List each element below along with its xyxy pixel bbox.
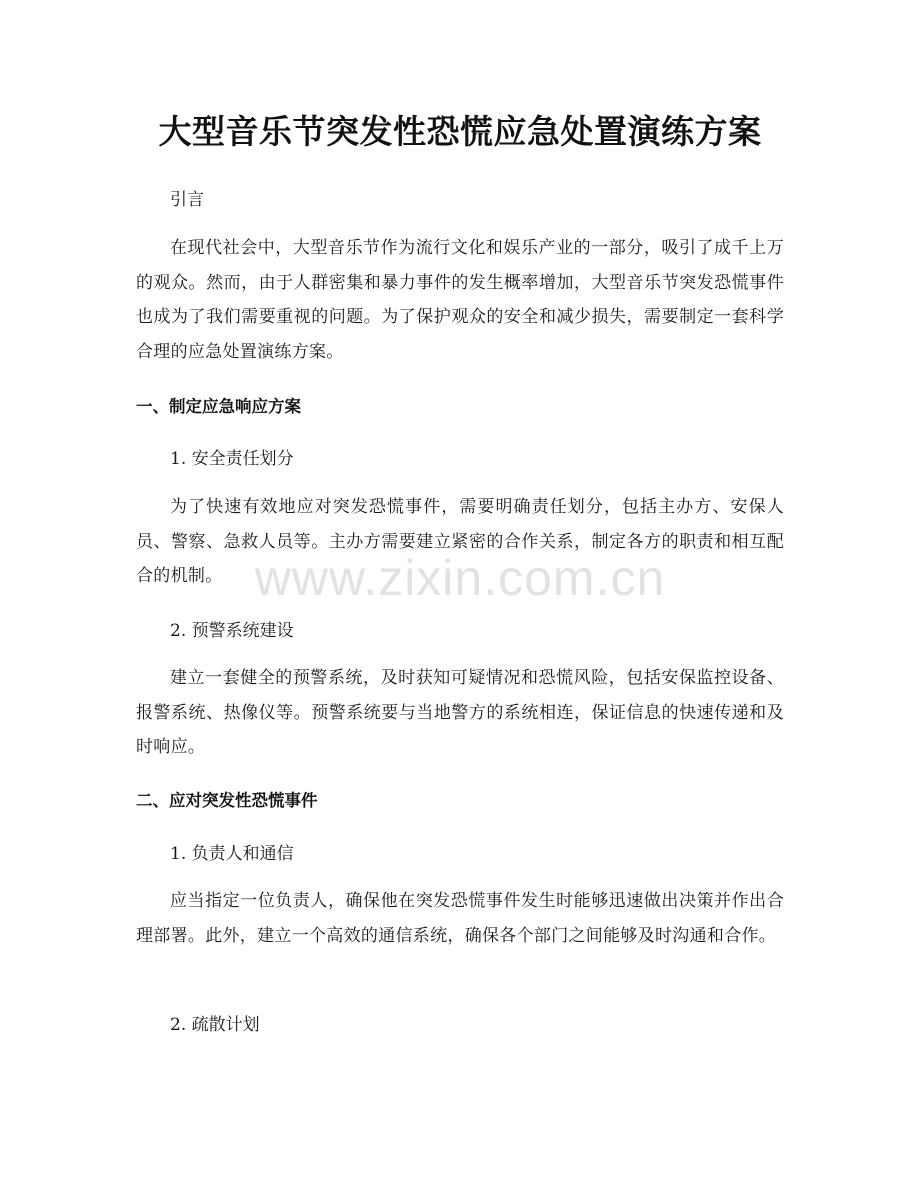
section-2-item-1-title: 1. 负责人和通信 bbox=[170, 844, 294, 864]
intro-label: 引言 bbox=[170, 190, 204, 210]
section-2-heading: 二、应对突发性恐慌事件 bbox=[136, 791, 318, 810]
section-2-item-1-body: 应当指定一位负责人，确保他在突发恐慌事件发生时能够迅速做出决策并作出合理部署。此外，建立一个高效的通信系统，确保各个部门之间能够及时沟通和合作。 bbox=[136, 891, 784, 946]
section-1-item-2-body: 建立一套健全的预警系统，及时获知可疑情况和恐慌风险，包括安保监控设备、报警系统、热像仪等。预警系统要与当地警方的系统相连，保证信息的快速传递和及时响应。 bbox=[136, 668, 784, 757]
section-1-item-1-title: 1. 安全责任划分 bbox=[170, 449, 294, 469]
document-title: 大型音乐节突发性恐慌应急处置演练方案 bbox=[158, 112, 762, 151]
watermark-text: www.zixin.com.cn bbox=[254, 550, 666, 606]
section-1-item-1-body: 为了快速有效地应对突发恐慌事件，需要明确责任划分，包括主办方、安保人员、警察、急救人员等。主办方需要建立紧密的合作关系，制定各方的职责和相互配合的机制。 bbox=[136, 497, 784, 586]
intro-paragraph: 在现代社会中，大型音乐节作为流行文化和娱乐产业的一部分，吸引了成千上万的观众。然而，由于人群密集和暴力事件的发生概率增加，大型音乐节突发恐慌事件也成为了我们需要重视的问题。为了保护观众的安全和减少损失，需要制定一套科学合理的应急处置演练方案。 bbox=[136, 238, 784, 362]
section-2-item-2-title: 2. 疏散计划 bbox=[170, 1015, 260, 1035]
section-1-heading: 一、制定应急响应方案 bbox=[136, 397, 301, 416]
section-1-item-2-title: 2. 预警系统建设 bbox=[170, 621, 294, 641]
